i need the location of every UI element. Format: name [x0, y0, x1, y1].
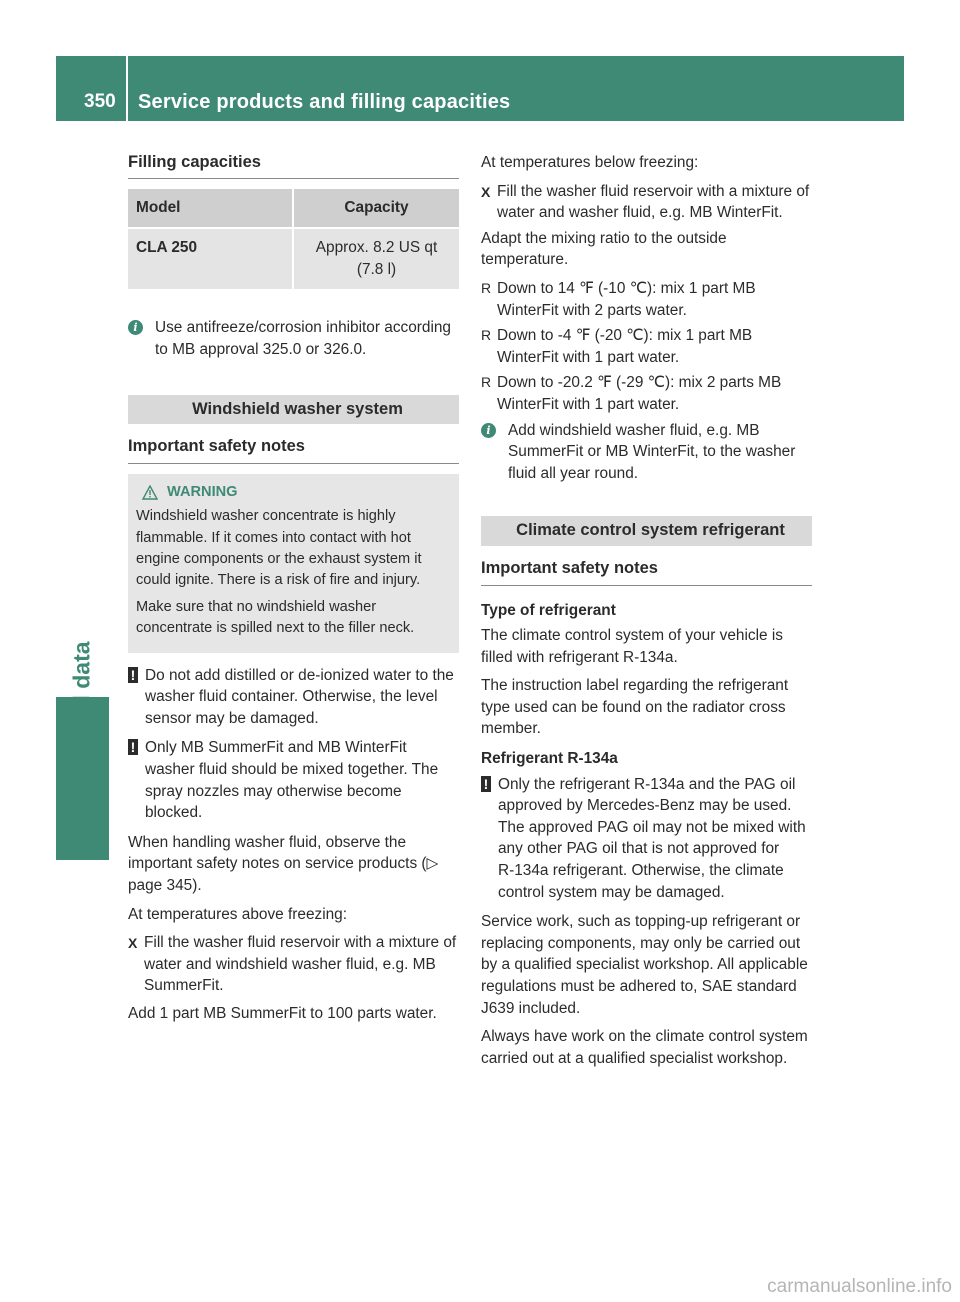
- above-freezing-text: At temperatures above freezing:: [128, 905, 348, 923]
- note-mixing-text: Only MB SummerFit and MB WinterFit washer fluid should be mixed together. The spray nozzles may otherwise become blocked.: [145, 739, 439, 822]
- filling-capacities-title: Filling capacities: [128, 152, 459, 179]
- warning-title: WARNING: [167, 483, 238, 500]
- step-arrow-icon: X: [128, 935, 138, 952]
- service-work-text: Service work, such as topping‑up refrigerant or replacing components, may only be carried out by a qualified specialist workshop. All applicable regulations must be adhered to, SAE standard J639 included.: [481, 913, 808, 1017]
- info-antifreeze-text: Use antifreeze/corrosion inhibitor according to MB approval 325.0 or 326.0.: [155, 319, 451, 358]
- add-summerfit-text: Add 1 part MB SummerFit to 100 parts water.: [128, 1004, 437, 1022]
- bullet-icon: R: [481, 374, 492, 391]
- type-refrigerant-text-1: The climate control system of your vehicle is filled with refrigerant R‑134a.: [481, 627, 783, 666]
- step-above-freezing: [128, 932, 459, 997]
- page-title: Service products and filling capacities: [138, 91, 511, 113]
- note-distilled: [128, 665, 459, 730]
- step-below-freezing: [481, 181, 812, 224]
- bullet-icon: R: [481, 279, 492, 296]
- page-number: 350: [84, 91, 116, 112]
- info-summerfit: [481, 420, 812, 485]
- table-header-capacity: Capacity: [293, 189, 459, 229]
- info-icon: i: [481, 423, 496, 438]
- table-cell-model: CLA 250: [128, 228, 293, 289]
- capacity-line1: Approx. 8.2 US qt: [315, 239, 438, 257]
- bullet-text: Down to 14 ℉ (‑10 ℃): mix 1 part MB WinterFit with 2 parts water.: [497, 279, 756, 319]
- list-item: [481, 278, 812, 321]
- header-divider: [126, 56, 128, 121]
- note-mixing: [128, 737, 459, 823]
- handling-text: When handling washer fluid, observe the important safety notes on service products (▷ page 345).: [128, 833, 439, 894]
- list-item: [481, 372, 812, 415]
- adapt-ratio-text: Adapt the mixing ratio to the outside temperature.: [481, 229, 727, 269]
- info-antifreeze: [128, 317, 459, 360]
- type-refrigerant-text-2: The instruction label regarding the refrigerant type used can be found on the radiator cross member.: [481, 677, 789, 738]
- warning-text-2: Make sure that no windshield washer concentrate is spilled next to the filler neck.: [136, 598, 415, 637]
- capacity-line2: (7.8 l): [356, 260, 397, 278]
- bullet-text: Down to ‑4 ℉ (‑20 ℃): mix 1 part MB WinterFit with 1 part water.: [497, 327, 753, 366]
- r134a-heading: Refrigerant R‑134a: [481, 750, 618, 768]
- step-above-text: Fill the washer fluid reservoir with a mixture of water and windshield washer fluid, e.g. MB SummerFit.: [144, 934, 457, 995]
- warning-triangle-icon: [142, 485, 158, 500]
- step-below-text: Fill the washer fluid reservoir with a mixture of water and washer fluid, e.g. MB WinterFit.: [497, 182, 810, 222]
- side-tab-block: [56, 697, 109, 860]
- info-summerfit-text: Add windshield washer fluid, e.g. MB SummerFit or MB WinterFit, to the washer fluid all year round.: [508, 421, 796, 482]
- warning-box: [128, 474, 459, 653]
- table-header-model: Model: [128, 189, 293, 229]
- capacity-table: [128, 189, 459, 290]
- watermark: carmanualsonline.info: [767, 1276, 952, 1297]
- bullet-icon: R: [481, 327, 492, 344]
- exclamation-icon: !: [128, 739, 138, 755]
- safety-notes-title: Important safety notes: [128, 436, 459, 464]
- safety-notes-title-right: Important safety notes: [481, 558, 812, 586]
- list-item: [481, 325, 812, 368]
- section-band-climate: Climate control system refrigerant: [481, 516, 812, 546]
- below-freezing-text: At temperatures below freezing:: [481, 154, 699, 171]
- type-refrigerant-heading: Type of refrigerant: [481, 601, 616, 619]
- note-r134a-text: Only the refrigerant R‑134a and the PAG oil approved by Mercedes‑Benz may be used. The approved PAG oil may not be mixed with any other PAG oil that is not approved for R‑134a refrigerant. Otherwise, the climate control system may be damaged.: [498, 775, 806, 901]
- exclamation-icon: !: [128, 667, 138, 683]
- note-distilled-text: Do not add distilled or de-ionized water to the washer fluid container. Otherwise, the level sensor may be damaged.: [145, 666, 454, 727]
- step-arrow-icon: X: [481, 183, 491, 200]
- left-column: [128, 152, 459, 1032]
- table-cell-capacity: [293, 228, 459, 289]
- warning-text-1: Windshield washer concentrate is highly flammable. If it comes into contact with hot engine components or the exhaust system it could ignite. There is a risk of fire and injury.: [136, 508, 422, 589]
- table-header-row: [128, 189, 459, 229]
- table-row: [128, 228, 459, 289]
- always-have-work-text: Always have work on the climate control system carried out at a qualified specialist workshop.: [481, 1028, 808, 1067]
- info-icon: i: [128, 320, 143, 335]
- right-column: [481, 152, 812, 1076]
- warning-head: [142, 482, 451, 503]
- note-r134a: [481, 774, 812, 904]
- exclamation-icon: !: [481, 776, 491, 792]
- section-band-washer: Windshield washer system: [128, 395, 459, 425]
- bullet-text: Down to ‑20.2 ℉ (‑29 ℃): mix 2 parts MB WinterFit with 1 part water.: [497, 374, 782, 413]
